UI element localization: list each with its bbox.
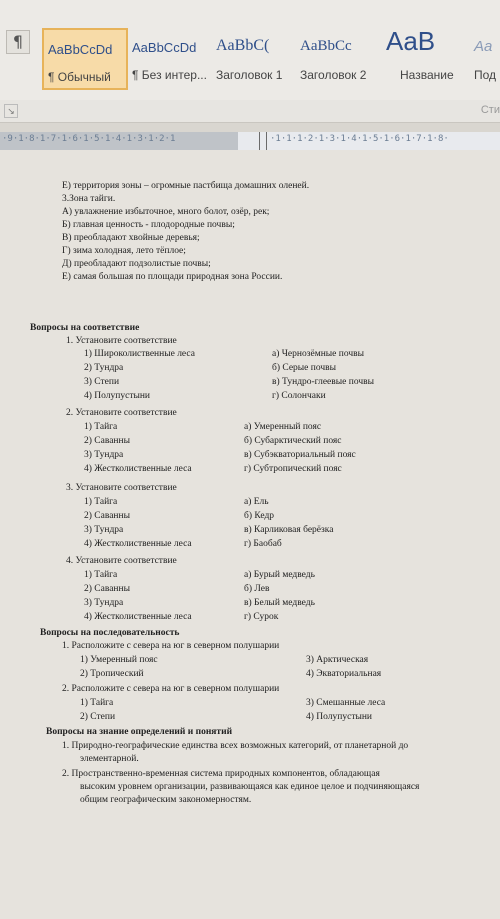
match-left-item: 3) Тундра <box>84 450 124 460</box>
match-left-item: 2) Саванны <box>84 436 130 446</box>
order-item: 3) Смешанные леса <box>306 698 386 708</box>
style-sample: AaBbCcDd <box>48 42 113 57</box>
style-title[interactable] <box>382 28 470 90</box>
order-item: 1) Тайга <box>80 698 114 708</box>
match-left-item: 2) Саванны <box>84 584 130 594</box>
style-no-spacing[interactable] <box>128 28 212 90</box>
question-title: 2. Расположите с севера на юг в северном полушарии <box>62 684 280 694</box>
match-left-item: 1) Тайга <box>84 497 118 507</box>
show-formatting-button[interactable]: ¶ <box>6 30 30 54</box>
doc-line: Д) преобладают подзолистые почвы; <box>62 259 211 269</box>
question-title: 1. Установите соответствие <box>66 336 177 346</box>
definition-item: 1. Природно-географические единства всех возможных категорий, от планетарной до <box>62 741 409 751</box>
style-sample: AaB <box>386 26 436 56</box>
match-right-item: а) Бурый медведь <box>244 570 315 580</box>
match-right-item: б) Серые почвы <box>272 363 336 373</box>
style-name: Заголовок 2 <box>300 68 367 82</box>
match-left-item: 4) Полупустыни <box>84 391 151 401</box>
match-left-item: 1) Тайга <box>84 422 118 432</box>
style-sample: AaBbCcDd <box>132 40 197 55</box>
match-right-item: б) Субарктический пояс <box>244 436 342 446</box>
ribbon <box>0 0 500 101</box>
match-left-item: 3) Тундра <box>84 598 124 608</box>
style-name: Название <box>400 68 454 82</box>
doc-line: 3.Зона тайги. <box>62 194 116 204</box>
question-title: 4. Установите соответствие <box>66 556 177 566</box>
style-sample: AaBbCc <box>300 38 352 54</box>
match-right-item: в) Карликовая берёзка <box>244 525 334 535</box>
style-name: ¶ Без интер... <box>132 68 207 82</box>
match-right-item: в) Субэкваториальный пояс <box>244 450 356 460</box>
match-right-item: а) Ель <box>244 497 269 507</box>
match-right-item: б) Кедр <box>244 511 275 521</box>
match-right-item: г) Солончаки <box>272 391 326 401</box>
definition-item: общим географическим закономерностям. <box>80 795 252 805</box>
definition-item: элементарной. <box>80 754 139 764</box>
doc-line: Е) территория зоны – огромные пастбища домашних оленей. <box>62 181 310 191</box>
dialog-launcher-icon[interactable]: ↘ <box>4 104 18 118</box>
ruler-right-numbers: ·1·1·1·2·1·3·1·4·1·5·1·6·1·7·1·8· <box>270 134 449 144</box>
match-left-item: 2) Саванны <box>84 511 130 521</box>
style-normal[interactable] <box>42 28 128 90</box>
match-right-item: б) Лев <box>244 584 270 594</box>
horizontal-ruler[interactable] <box>0 132 500 150</box>
question-title: 3. Установите соответствие <box>66 483 177 493</box>
order-item: 4) Экваториальная <box>306 669 382 679</box>
match-right-item: а) Чернозёмные почвы <box>272 349 365 359</box>
ruler-left-numbers: ·9·1·8·1·7·1·6·1·5·1·4·1·3·1·2·1 <box>2 134 176 144</box>
match-left-item: 3) Степи <box>84 377 120 387</box>
match-right-item: в) Тундро-глеевые почвы <box>272 377 374 387</box>
match-left-item: 4) Жестколиственные леса <box>84 539 192 549</box>
styles-group-label: Сти <box>480 104 500 116</box>
ribbon-group-bar <box>0 100 500 123</box>
styles-gallery <box>42 28 500 90</box>
style-name: Под <box>474 68 497 82</box>
section-title: Вопросы на соответствие <box>30 323 140 333</box>
doc-line: Г) зима холодная, лето тёплое; <box>62 246 186 256</box>
match-left-item: 2) Тундра <box>84 363 124 373</box>
order-item: 3) Арктическая <box>306 655 369 665</box>
match-left-item: 4) Жестколиственные леса <box>84 464 192 474</box>
match-left-item: 3) Тундра <box>84 525 124 535</box>
order-item: 4) Полупустыни <box>306 712 373 722</box>
match-right-item: а) Умеренный пояс <box>244 422 322 432</box>
doc-line: А) увлажнение избыточное, много болот, озёр, рек; <box>62 207 270 217</box>
section-title: Вопросы на последовательность <box>40 628 180 638</box>
match-right-item: г) Баобаб <box>244 539 282 549</box>
match-right-item: г) Сурок <box>244 612 279 622</box>
match-left-item: 1) Широколиственные леса <box>84 349 195 359</box>
definition-item: 2. Пространственно-временная система природных компонентов, обладающая <box>62 769 380 779</box>
order-item: 2) Степи <box>80 712 116 722</box>
order-item: 2) Тропический <box>80 669 144 679</box>
document-page[interactable] <box>0 150 500 919</box>
doc-line: В) преобладают хвойные деревья; <box>62 233 200 243</box>
doc-line: Е) самая большая по площади природная зона России. <box>62 272 283 282</box>
definition-item: высоким уровнем организации, развивающаяся как единое целое и подчиняющаяся <box>80 782 420 792</box>
question-title: 2. Установите соответствие <box>66 408 177 418</box>
style-heading-1[interactable] <box>212 28 296 90</box>
style-heading-2[interactable] <box>296 28 382 90</box>
section-title: Вопросы на знание определений и понятий <box>46 727 233 737</box>
style-name: ¶ Обычный <box>48 70 111 84</box>
style-subtitle[interactable] <box>470 28 500 90</box>
style-sample: Aa <box>474 38 493 55</box>
style-sample: AaBbC( <box>216 37 270 54</box>
indent-marker-icon[interactable] <box>259 132 267 150</box>
match-left-item: 1) Тайга <box>84 570 118 580</box>
doc-line: Б) главная ценность - плодородные почвы; <box>62 220 235 230</box>
match-right-item: г) Субтропический пояс <box>244 464 342 474</box>
match-right-item: в) Белый медведь <box>244 598 315 608</box>
match-left-item: 4) Жестколиственные леса <box>84 612 192 622</box>
order-item: 1) Умеренный пояс <box>80 655 158 665</box>
style-name: Заголовок 1 <box>216 68 283 82</box>
question-title: 1. Расположите с севера на юг в северном полушарии <box>62 641 280 651</box>
